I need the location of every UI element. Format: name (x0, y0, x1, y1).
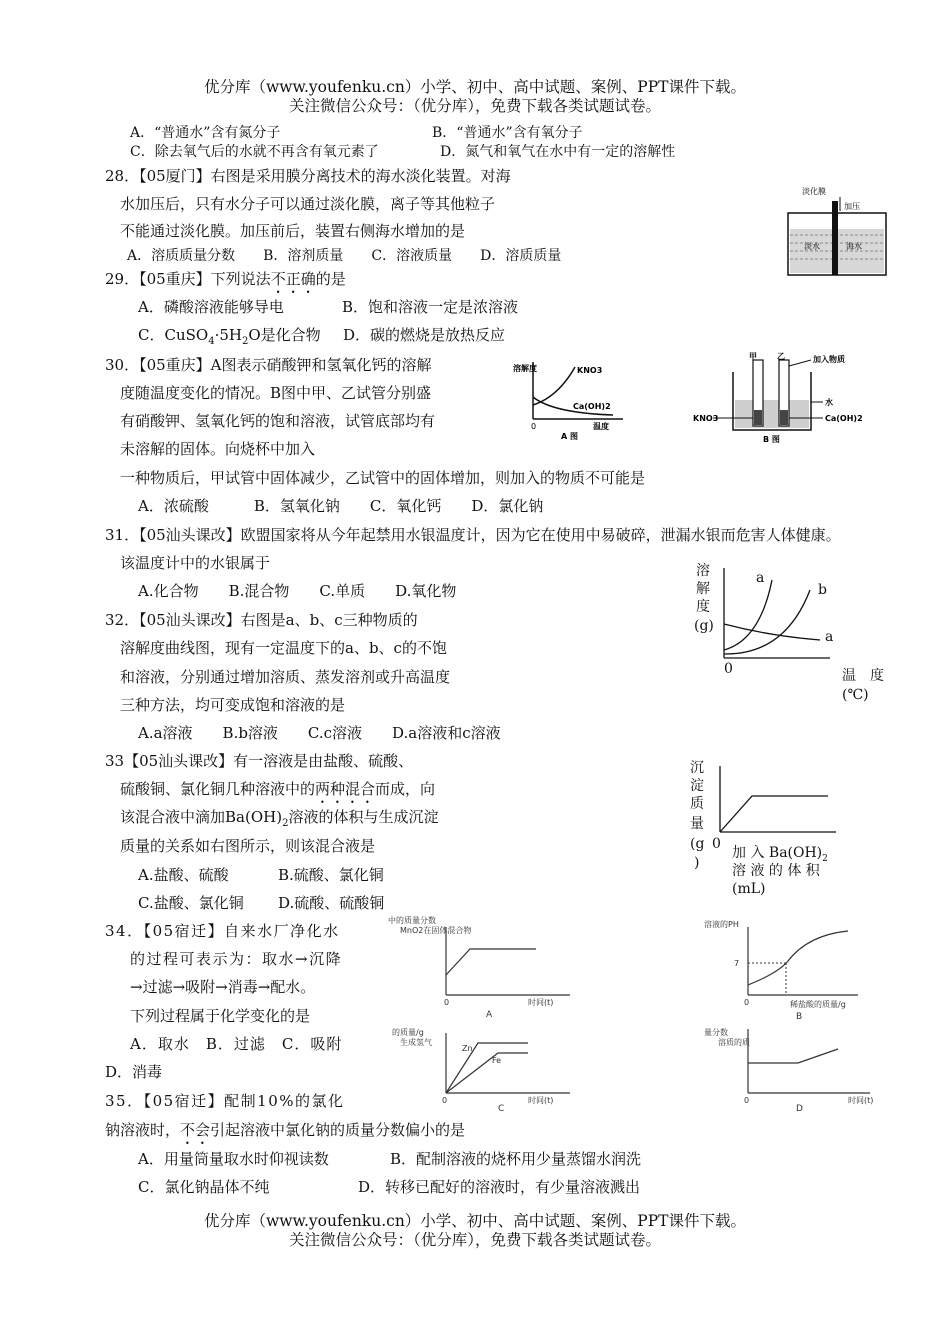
q28-desalination-figure (782, 183, 892, 283)
header-line-1: 优分库（www.youfenku.cn）小学、初中、高中试题、案例、PPT课件下载。 (203, 78, 747, 96)
q30-figure-b (693, 352, 883, 447)
q34-c-label: 的质量/g (392, 1028, 424, 1037)
q34-b-origin: 0 (744, 998, 750, 1007)
q28-line-3: 不能通过淡化膜。加压前后，装置右侧海水增加的是 (120, 222, 466, 240)
q34-line-2: 的过程可表示为：取水→沉降 (130, 950, 343, 968)
q29-stem-pre: 29．【05重庆】下列说法 (105, 270, 271, 288)
q30-figb-caption: B 图 (763, 435, 780, 444)
q29-c-pre: C．CuSO (138, 326, 209, 344)
q29-c-post: O是化合物 (248, 326, 321, 344)
q33-line2-post: 而成，向 (375, 780, 436, 798)
q30-figa-kno3: KNO3 (577, 366, 603, 375)
q32-fig-origin: 0 (724, 661, 733, 677)
q33-fig-x1-sub: 2 (822, 853, 828, 864)
q34-c-origin: 0 (442, 1096, 448, 1105)
q29-stem-post: 的是 (315, 270, 346, 288)
q33-line-4: 质量的关系如右图所示，则该混合液是 (120, 837, 376, 855)
q33-precipitate-figure (686, 756, 856, 904)
q33-fig-y4: 量 (690, 816, 704, 832)
q33-option-b: B.硫酸、氯化铜 (278, 866, 384, 884)
q30-figure-a (513, 357, 628, 447)
q32-fig-a-top: a (756, 570, 765, 586)
q28-fig-pressure-label: 加压 (844, 202, 860, 211)
q32-options: A.a溶液 B.b溶液 C.c溶液 D.a溶液和c溶液 (138, 724, 501, 742)
q34-line-1: 34．【05宿迁】自来水厂净化水 (105, 922, 340, 940)
q32-fig-y4: (g) (694, 618, 714, 634)
q29-option-a: A．磷酸溶液能够导电 (138, 298, 284, 316)
q30-figb-jia: 甲 (749, 352, 757, 361)
q28-line-1: 28．【05厦门】右图是采用膜分离技术的海水淡化装置。对海 (105, 167, 511, 185)
q33-fig-x1-pre: 加 入 Ba(OH) (732, 845, 823, 861)
q34-c-zn: Zn (462, 1044, 473, 1053)
q33-fig-x2: 溶 液 的 体 积 (732, 863, 820, 879)
q29-c-mid: ·5H (214, 326, 242, 344)
q33-line3-post: 溶液的体积与生成沉淀 (288, 808, 439, 826)
q33-line3-sub: 2 (282, 818, 289, 829)
q32-line-4: 三种方法，均可变成饱和溶液的是 (120, 696, 346, 714)
q32-fig-a-low: a (825, 629, 834, 645)
q35-option-d: D．转移已配好的溶液时，有少量溶液溅出 (358, 1178, 641, 1196)
q30-line-3: 有硝酸钾、氢氧化钙的饱和溶液，试管底部均有 (120, 412, 436, 430)
q30-figb-caoh: Ca(OH)2 (825, 414, 863, 423)
q30-figa-ylabel: 溶解度 (513, 364, 537, 373)
q30-line-4: 未溶解的固体。向烧杯中加入 (120, 440, 316, 458)
q34-c-fe: Fe (492, 1056, 502, 1065)
q34-graphs-figure (378, 913, 908, 1113)
q29-option-d: D．碳的燃烧是放热反应 (343, 326, 506, 344)
q32-fig-x1: 温 度 (842, 668, 884, 684)
q34-a-caption: A (486, 1010, 493, 1020)
q34-c-time: 时间(t) (528, 1096, 554, 1105)
q33-fig-y3: 质 (690, 796, 704, 812)
q28-line-2: 水加压后，只有水分子可以通过淡化膜，离子等其他粒子 (120, 195, 496, 213)
q33-fig-x3: (mL) (732, 881, 766, 897)
q33-option-d: D.硫酸、硫酸铜 (278, 894, 385, 912)
q34-a-label: 中的质量分数 (388, 916, 436, 925)
q33-option-c: C.盐酸、氯化铜 (138, 894, 244, 912)
q33-line2-pre: 硫酸铜、氯化铜几种溶液中的 (120, 780, 316, 798)
q34-options: A．取水 B．过滤 C．吸附 (130, 1035, 343, 1053)
q33-line-3 (120, 808, 438, 833)
q30-figb-yi: 乙 (777, 352, 785, 361)
q34-b-caption: B (796, 1012, 803, 1022)
q32-fig-b: b (818, 582, 827, 598)
q34-a-origin: 0 (444, 998, 450, 1007)
q27-option-c: C．除去氧气后的水就不再含有氧元素了 (130, 144, 379, 160)
q30-line-1: 30．【05重庆】A图表示硝酸钾和氢氧化钙的溶解 (105, 356, 432, 374)
q28-fig-sea-label: 海水 (846, 242, 862, 251)
q33-line3-pre: 该混合液中滴加Ba(OH) (120, 808, 283, 826)
q30-figb-water: 水 (825, 398, 833, 407)
q35-line2-post: 引起溶液中氯化钠的质量分数偏小的是 (210, 1121, 466, 1139)
q29-stem-emphasis: 不正确 (270, 270, 316, 288)
q32-line-1: 32．【05汕头课改】右图是a、b、c三种物质的 (105, 611, 418, 629)
q31-options: A.化合物 B.混合物 C.单质 D.氧化物 (138, 582, 457, 600)
q34-b-seven: 7 (734, 959, 740, 968)
q33-option-a: A.盐酸、硫酸 (138, 866, 229, 884)
q28-fig-membrane-label: 淡化膜 (802, 187, 826, 196)
q34-graphs-svg (378, 913, 908, 1113)
q30-line-5: 一种物质后，甲试管中固体减少，乙试管中的固体增加，则加入的物质不可能是 (120, 469, 646, 487)
q29-c-sub2: 2 (241, 336, 249, 347)
q30-figb-add: 加入物质 (813, 355, 845, 364)
q30-figb-kno3: KNO3 (693, 414, 719, 423)
q32-fig-y3: 度 (696, 599, 710, 615)
q35-option-b: B．配制溶液的烧杯用少量蒸馏水润洗 (390, 1150, 642, 1168)
q34-d-time: 时间(t) (848, 1096, 874, 1105)
q32-fig-x2: (℃) (842, 687, 869, 703)
q33-line2-emphasis: 两种混合 (315, 780, 376, 798)
footer-line-1: 优分库（www.youfenku.cn）小学、初中、高中试题、案例、PPT课件下载。 (203, 1212, 747, 1230)
q30-figure-a-svg (513, 357, 628, 447)
q33-fig-y1: 沉 (690, 760, 704, 776)
q28-fig-fresh-label: 淡水 (804, 242, 820, 251)
q30-options: A．浓硫酸 B．氢氧化钠 C．氧化钙 D．氯化钠 (138, 497, 544, 515)
q31-line-2: 该温度计中的水银属于 (120, 554, 271, 572)
q33-line-2 (120, 780, 435, 807)
q34-d-label: 量分数 (704, 1028, 728, 1037)
q34-b-xlabel: 稀盐酸的质量/g (790, 1000, 846, 1009)
header-line-2: 关注微信公众号：（优分库），免费下载各类试题试卷。 (288, 97, 661, 115)
q35-option-a: A．用量筒量取水时仰视读数 (138, 1150, 329, 1168)
q31-line-1: 31．【05汕头课改】欧盟国家将从今年起禁用水银温度计，因为它在使用中易破碎，泄漏水银而危害人体健康。 (105, 526, 841, 544)
q34-line-3: →过滤→吸附→消毒→配水。 (130, 978, 316, 996)
q35-line-1: 35．【05宿迁】配制10%的氯化 (105, 1092, 345, 1110)
q34-d-caption: D (796, 1104, 803, 1113)
footer-line-2: 关注微信公众号：（优分库），免费下载各类试题试卷。 (288, 1231, 661, 1249)
q34-option-d: D．消毒 (105, 1063, 163, 1081)
q34-d-label2: 溶质的质 (718, 1038, 750, 1047)
q30-figa-xlabel: 温度 (593, 422, 609, 431)
q27-option-d: D．氮气和氧气在水中有一定的溶解性 (440, 144, 676, 160)
q33-fig-y5: (g (690, 836, 705, 852)
q32-fig-y1: 溶 (696, 563, 710, 579)
q32-line-3: 和溶液，分别通过增加溶质、蒸发溶剂或升高温度 (120, 668, 451, 686)
q32-solubility-figure (690, 560, 900, 710)
q30-figa-caoh: Ca(OH)2 (573, 402, 611, 411)
q35-line2-emphasis: 不会 (180, 1121, 211, 1139)
q30-figa-caption: A 图 (561, 432, 578, 441)
q30-line-2: 度随温度变化的情况。B图中甲、乙试管分别盛 (120, 384, 432, 402)
q34-line-4: 下列过程属于化学变化的是 (130, 1007, 311, 1025)
q30-figa-origin: 0 (531, 422, 537, 431)
q34-c-label2: 生成氢气 (400, 1038, 432, 1047)
q33-line-1: 33【05汕头课改】有一溶液是由盐酸、硫酸、 (105, 752, 414, 770)
q29-stem (105, 270, 346, 297)
q33-fig-y6: ) (694, 855, 700, 871)
q27-option-b: B．“普通水”含有氧分子 (432, 125, 583, 141)
q34-c-caption: C (498, 1104, 505, 1113)
q32-fig-y2: 解 (696, 581, 710, 597)
q33-fig-origin: 0 (712, 836, 721, 852)
q34-b-label: 溶液的PH (704, 920, 739, 929)
q28-figure-svg (782, 183, 892, 283)
q35-line2-pre: 钠溶液时， (105, 1121, 181, 1139)
q33-fig-y2: 淀 (690, 778, 704, 794)
q29-option-c (138, 326, 321, 351)
q34-d-origin: 0 (744, 1096, 750, 1105)
q33-fig-svg (686, 756, 856, 904)
q28-options: A．溶质质量分数 B．溶剂质量 C．溶液质量 D．溶质质量 (127, 248, 562, 264)
q32-line-2: 溶解度曲线图，现有一定温度下的a、b、c的不饱 (120, 639, 447, 657)
q27-option-a: A．“普通水”含有氮分子 (130, 125, 281, 141)
q35-line-2 (105, 1121, 465, 1148)
q35-option-c: C．氯化钠晶体不纯 (138, 1178, 270, 1196)
q34-a-time: 时间(t) (528, 998, 554, 1007)
q34-a-label2: MnO2在固体混合物 (400, 926, 472, 935)
q29-c-sub1: 4 (208, 336, 215, 347)
q29-option-b: B．饱和溶液一定是浓溶液 (342, 298, 519, 316)
q30-figure-b-svg (693, 352, 883, 447)
